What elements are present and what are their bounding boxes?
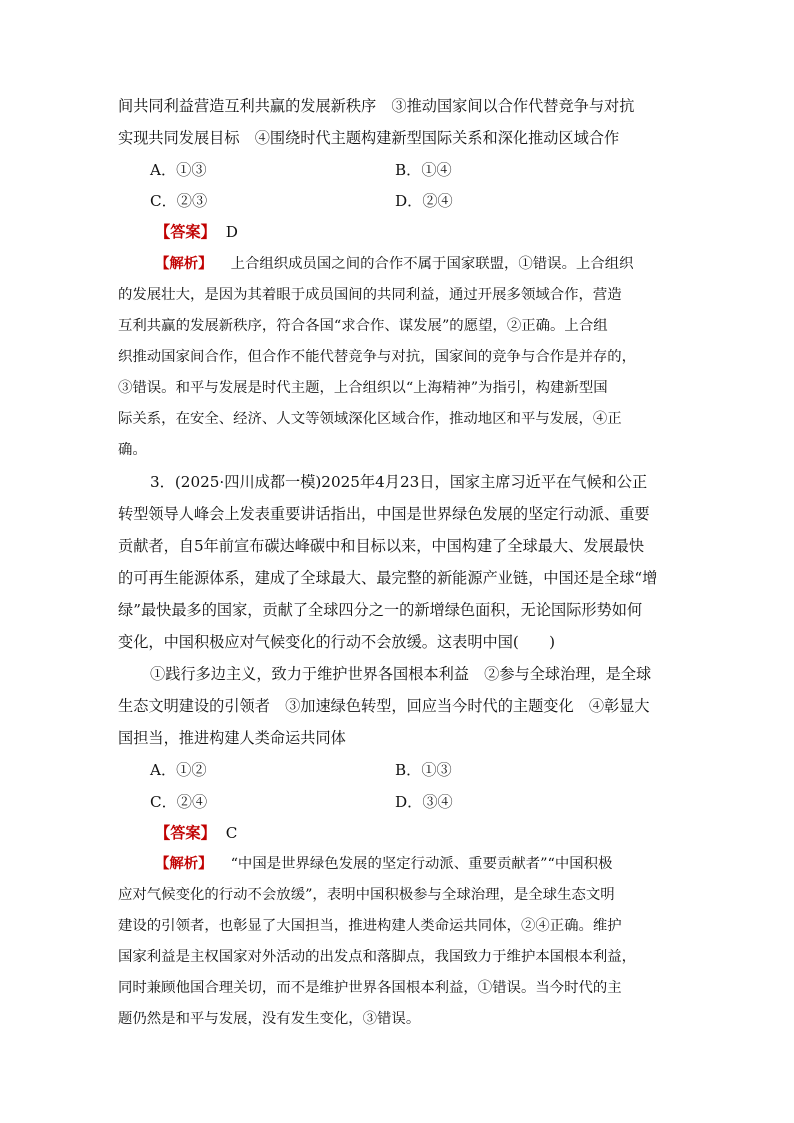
q3-stem-line-6: 变化，中国积极应对气候变化的行动不会放缓。这表明中国( ) bbox=[118, 633, 556, 651]
q3-analysis-line-6: 题仍然是和平与发展，没有发生变化，③错误。 bbox=[118, 1011, 421, 1027]
q2-analysis-line-6: 际关系，在安全、经济、人文等领域深化区域合作，推动地区和平与发展，④正 bbox=[118, 411, 622, 427]
answer-value: D bbox=[225, 223, 238, 241]
q2-analysis-line-5: ③错误。和平与发展是时代主题，上合组织以“上海精神”为指引，构建新型国 bbox=[118, 380, 608, 396]
q3-analysis-line-3: 建设的引领者，也彰显了大国担当，推进构建人类命运共同体，②④正确。维护 bbox=[118, 918, 622, 934]
q3-analysis-line-5: 同时兼顾他国合理关切，而不是维护世界各国根本利益，①错误。当今时代的主 bbox=[118, 980, 622, 996]
q2-analysis-line-3: 互利共赢的发展新秩序，符合各国“求合作、谋发展”的愿望，②正确。上合组 bbox=[118, 318, 608, 334]
q3-analysis-line-2: 应对气候变化的行动不会放缓”，表明中国积极参与全球治理，是全球生态文明 bbox=[118, 887, 615, 903]
analysis-tag: 【解析】 bbox=[155, 255, 213, 272]
q3-option-a: A．①② bbox=[150, 761, 207, 779]
q3-option-b: B．①③ bbox=[395, 761, 452, 779]
answer-tag: 【答案】 bbox=[155, 824, 216, 842]
q3-option-c: C．②④ bbox=[150, 793, 208, 811]
q3-stem-line-5: 绿”最快最多的国家，贡献了全球四分之一的新增绿色面积，无论国际形势如何 bbox=[118, 601, 643, 619]
q2-analysis-line-7: 确。 bbox=[118, 442, 147, 458]
answer-tag: 【答案】 bbox=[155, 223, 216, 241]
q3-statement-line-3: 国担当，推进构建人类命运共同体 bbox=[118, 729, 346, 747]
q2-option-a: A．①③ bbox=[150, 161, 207, 179]
q2-option-c: C．②③ bbox=[150, 192, 208, 210]
q3-analysis-line-4: 国家利益是主权国家对外活动的出发点和落脚点，我国致力于维护本国根本利益， bbox=[118, 949, 637, 965]
q3-statement-line-2: 生态文明建设的引领者 ③加速绿色转型，回应当今时代的主题变化 ④彰显大 bbox=[118, 697, 650, 715]
q2-stem-line-2: 实现共同发展目标 ④围绕时代主题构建新型国际关系和深化推动区域合作 bbox=[118, 129, 620, 147]
q3-statement-line-1: ①践行多边主义，致力于维护世界各国根本利益 ②参与全球治理，是全球 bbox=[150, 665, 652, 683]
q3-stem-line-1: 3．(2025·四川成都一模)2025年4月23日，国家主席习近平在气候和公正 bbox=[150, 473, 648, 491]
q2-option-d: D．②④ bbox=[395, 192, 453, 210]
q3-analysis-line-1 bbox=[155, 854, 612, 874]
q2-option-b: B．①④ bbox=[395, 161, 452, 179]
q3-stem-line-4: 的可再生能源体系，建成了全球最大、最完整的新能源产业链，中国还是全球“增 bbox=[118, 569, 658, 587]
analysis-text: 上合组织成员国之间的合作不属于国家联盟，①错误。上合组织 bbox=[230, 256, 634, 272]
q2-analysis-line-2: 的发展壮大，是因为其着眼于成员国间的共同利益，通过开展多领域合作，营造 bbox=[118, 287, 622, 303]
q2-answer bbox=[155, 222, 238, 242]
q2-analysis-line-1 bbox=[155, 254, 634, 274]
q2-stem-line-1: 间共同利益营造互利共赢的发展新秩序 ③推动国家间以合作代替竞争与对抗 bbox=[118, 97, 635, 115]
q3-option-d: D．③④ bbox=[395, 793, 453, 811]
q2-analysis-line-4: 织推动国家间合作，但合作不能代替竞争与对抗，国家间的竞争与合作是并存的， bbox=[118, 349, 637, 365]
answer-value: C bbox=[225, 824, 238, 842]
analysis-text: “中国是世界绿色发展的坚定行动派、重要贡献者”“中国积极 bbox=[230, 856, 613, 872]
q3-answer bbox=[155, 823, 237, 843]
q3-stem-line-2: 转型领导人峰会上发表重要讲话指出，中国是世界绿色发展的坚定行动派、重要 bbox=[118, 505, 650, 523]
analysis-tag: 【解析】 bbox=[155, 855, 213, 872]
q3-stem-line-3: 贡献者，自5年前宣布碳达峰碳中和目标以来，中国构建了全球最大、发展最快 bbox=[118, 537, 645, 555]
